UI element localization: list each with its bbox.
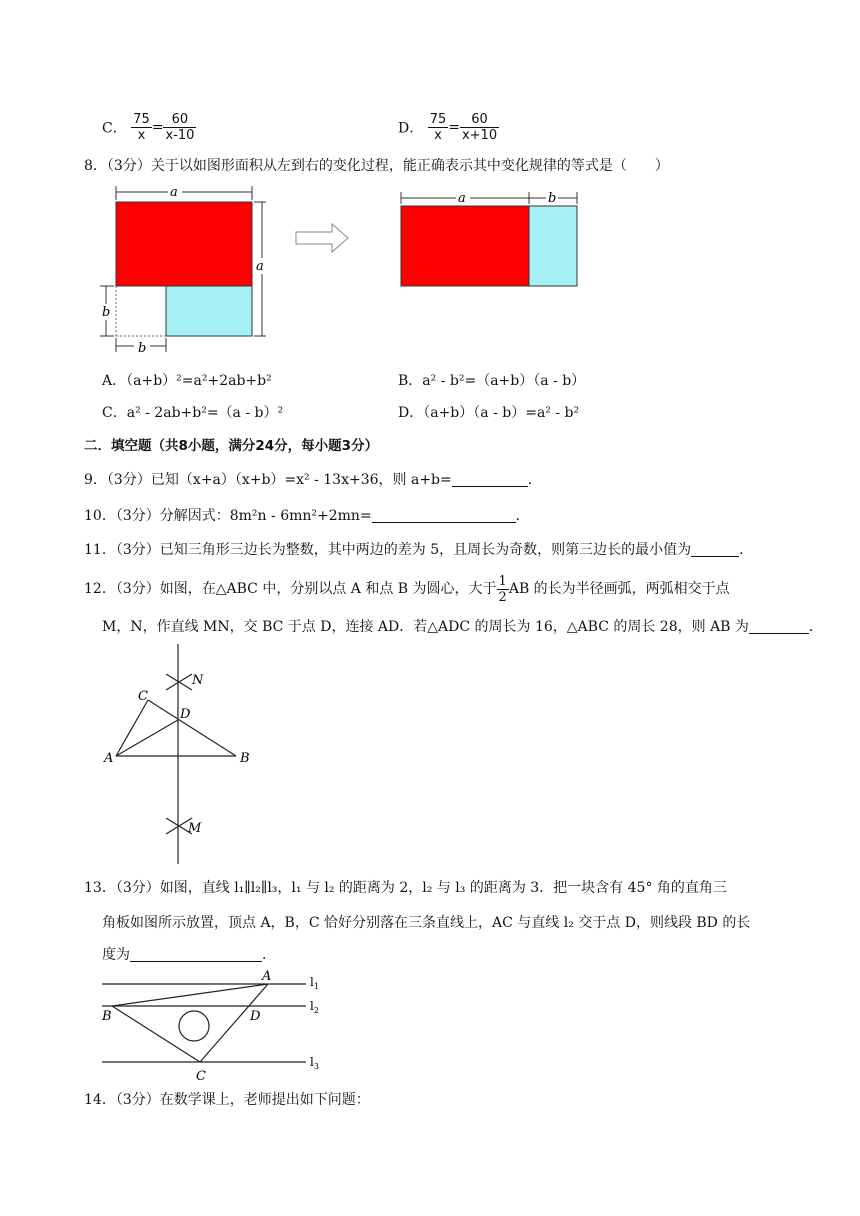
numerator: 1 <box>498 573 507 589</box>
red-rectangle-left <box>116 202 252 286</box>
option-label: B． <box>398 373 423 389</box>
label-a: a <box>170 185 178 200</box>
label-b: b <box>138 341 147 356</box>
question-number: 11． <box>84 542 116 558</box>
fraction-one-half <box>497 574 509 605</box>
label-l3: $l_3$ <box>310 1055 319 1071</box>
label-n: N <box>192 673 204 688</box>
q14 <box>84 1090 370 1110</box>
q12-figure <box>100 644 260 864</box>
period: ． <box>739 542 754 558</box>
right-arrow-icon <box>296 224 348 252</box>
denominator: 2 <box>498 589 507 605</box>
question-text: M，N，作直线 MN，交 BC 于点 D，连接 AD．若△ADC 的周长为 16，△ABC 的周长 28，则 AB 为 <box>102 619 749 635</box>
option-text: a² - 2ab+b²=（a - b）² <box>126 405 284 421</box>
q9 <box>84 470 542 490</box>
label-d: D <box>250 1009 261 1024</box>
option-label: A． <box>102 373 127 389</box>
q8-option-a <box>102 370 272 390</box>
label-a: a <box>458 191 466 206</box>
question-number: 12． <box>84 581 116 597</box>
option-text: （a+b）²=a²+2ab+b² <box>126 373 272 389</box>
red-rectangle-right <box>401 206 529 286</box>
question-score: （3分） <box>115 1092 160 1108</box>
answer-blank[interactable] <box>130 947 262 962</box>
fraction-60-over-x-minus-10 <box>163 112 196 143</box>
question-text: AB 的长为半径画弧，两弧相交于点 <box>508 581 730 597</box>
q13-line1 <box>84 878 727 898</box>
denominator: x+10 <box>461 128 498 143</box>
period: ． <box>515 508 530 524</box>
answer-blank[interactable] <box>691 542 739 557</box>
label-a: A <box>262 969 272 984</box>
denominator: x <box>137 128 146 143</box>
label-b: B <box>240 751 250 766</box>
q7-option-d <box>398 112 499 143</box>
period: ． <box>527 472 542 488</box>
q10 <box>84 506 530 526</box>
denominator: x-10 <box>165 128 195 143</box>
q11 <box>84 540 753 560</box>
question-text: 分解因式：8m²n - 6mn²+2mn= <box>159 508 372 524</box>
numerator: 60 <box>163 112 196 128</box>
cyan-rectangle-right <box>529 206 577 286</box>
option-label: C． <box>102 405 127 421</box>
question-text: 如图，直线 l₁∥l₂∥l₃，l₁ 与 l₂ 的距离为 2，l₂ 与 l₃ 的距离为 3．把一块含有 45° 角的直角三 <box>159 880 727 896</box>
fraction-60-over-x-plus-10 <box>460 112 499 143</box>
label-b: B <box>102 1009 112 1024</box>
question-number: 14． <box>84 1092 116 1108</box>
q13-line3 <box>102 944 276 964</box>
label-l1: $l_1$ <box>310 975 319 991</box>
option-text: a² - b²=（a+b）（a - b） <box>422 373 586 389</box>
question-number: 8． <box>84 158 107 174</box>
q7-option-c <box>102 112 196 143</box>
label-c: C <box>196 1069 206 1084</box>
period: ． <box>808 619 823 635</box>
question-score: （3分） <box>115 508 160 524</box>
option-label: D． <box>398 405 424 421</box>
q13-figure <box>100 968 330 1084</box>
option-label: D． <box>398 120 424 137</box>
numerator: 60 <box>460 112 499 128</box>
option-text: （a+b）（a - b）=a² - b² <box>423 405 580 421</box>
label-b: b <box>548 191 557 206</box>
question-score: （3分） <box>106 472 151 488</box>
question-number: 13． <box>84 880 116 896</box>
label-b: b <box>102 305 111 320</box>
label-m: M <box>188 821 202 836</box>
q8-option-d <box>398 402 579 422</box>
question-number: 10． <box>84 508 116 524</box>
section-title: 二．填空题（共8小题，满分24分，每小题3分） <box>84 438 379 454</box>
question-text: 已知（x+a）（x+b）=x² - 13x+36，则 a+b= <box>150 472 452 488</box>
answer-blank[interactable] <box>372 508 516 523</box>
equals-sign: = <box>448 119 460 136</box>
q8-option-b <box>398 370 585 390</box>
fraction-75-over-x <box>428 112 449 143</box>
label-l2: $l_2$ <box>310 999 319 1015</box>
denominator: x <box>434 128 442 143</box>
q12-line2 <box>102 616 823 636</box>
question-text: 在数学课上，老师提出如下问题： <box>159 1092 370 1108</box>
circle-hole <box>179 1011 209 1041</box>
question-text: 度为 <box>102 947 130 963</box>
question-text: 关于以如图形面积从左到右的变化过程，能正确表示其中变化规律的等式是（ ） <box>150 158 669 174</box>
option-label: C． <box>102 120 127 137</box>
question-text: 已知三角形三边长为整数，其中两边的差为 5，且周长为奇数，则第三边长的最小值为 <box>159 542 692 558</box>
question-number: 9． <box>84 472 107 488</box>
q12-line1 <box>84 572 730 606</box>
q8-stem <box>84 156 669 176</box>
label-c: C <box>138 689 148 704</box>
fraction-75-over-x <box>131 112 152 143</box>
numerator: 75 <box>429 112 447 127</box>
answer-blank[interactable] <box>749 619 809 634</box>
numerator: 75 <box>133 112 150 127</box>
period: ． <box>262 947 276 963</box>
answer-blank[interactable] <box>452 472 528 487</box>
question-score: （3分） <box>115 581 160 597</box>
q8-figure <box>96 180 596 360</box>
question-score: （3分） <box>106 158 151 174</box>
label-a: A <box>104 751 114 766</box>
question-text: 如图，在△ABC 中，分别以点 A 和点 B 为圆心，大于 <box>159 581 497 597</box>
cyan-rectangle-left <box>166 286 252 336</box>
q13-line2: 角板如图所示放置，顶点 A，B，C 恰好分别落在三条直线上，AC 与直线 l₂ 交于点 D，则线段 BD 的长 <box>102 915 751 931</box>
equals-sign: = <box>151 119 164 136</box>
q8-option-c <box>102 402 283 422</box>
question-score: （3分） <box>115 542 160 558</box>
label-d: D <box>180 707 191 722</box>
label-a: a <box>256 259 264 274</box>
question-score: （3分） <box>115 880 160 896</box>
